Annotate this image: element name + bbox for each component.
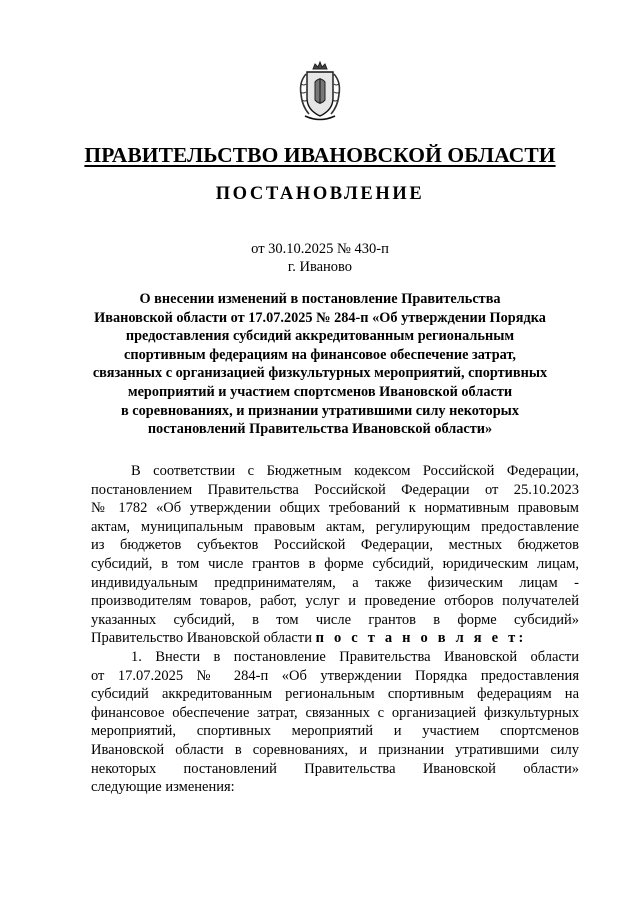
item-line: финансовое обеспечение затрат, связанных с организацией физкультурных xyxy=(91,704,579,721)
preamble-line: индивидуальным предпринимателям, а также физическим лицам - xyxy=(91,574,579,591)
preamble-line: производителям товаров, работ, услуг и проведение отборов получателей xyxy=(91,593,579,610)
coat-of-arms-icon xyxy=(297,60,343,124)
preamble-line: В соответствии с Бюджетным кодексом Российской Федерации, xyxy=(131,463,579,479)
subject-line: мероприятий и участием спортсменов Ивановской области xyxy=(127,383,513,400)
enacting-word: п о с т а н о в л я е т: xyxy=(315,630,527,647)
item-line: мероприятий, спортивных мероприятий и участием спортсменов xyxy=(91,723,579,740)
item-line: 1. Внести в постановление Правительства Ивановской области xyxy=(131,648,579,665)
item-line: субсидий аккредитованным региональным спортивным федерациям на xyxy=(91,686,579,703)
preamble-line: из бюджетов субъектов Российской Федерации, местных бюджетов xyxy=(91,537,579,554)
subject-line: спортивным федерациям на финансовое обеспечение затрат, xyxy=(124,346,516,363)
government-title: ПРАВИТЕЛЬСТВО ИВАНОВСКОЙ ОБЛАСТИ xyxy=(84,143,556,167)
preamble-line: субсидий, в том числе грантов в форме субсидий, юридическим лицам, xyxy=(91,555,579,572)
enacting-clause xyxy=(91,629,579,648)
enacting-prefix: Правительство Ивановской области xyxy=(91,630,316,647)
preamble-line: указанных субсидий, в том числе грантов в форме субсидий» xyxy=(91,611,579,628)
item-line: от 17.07.2025 № 284-п «Об утверждении Порядка предоставления xyxy=(91,667,579,684)
subject-line: предоставления субсидий аккредитованным региональным xyxy=(125,328,515,345)
preamble-line: № 1782 «Об утверждении общих требований к нормативным правовым xyxy=(91,500,579,517)
subject-line: постановлений Правительства Ивановской области» xyxy=(147,421,493,438)
document-subject xyxy=(60,290,580,439)
subject-line: связанных с организацией физкультурных мероприятий, спортивных xyxy=(92,365,548,382)
subject-line: О внесении изменений в постановление Правительства xyxy=(139,291,501,307)
preamble-line: актам, муниципальным правовым актам, регулирующим предоставление xyxy=(91,518,579,535)
subject-line: в соревнованиях, и признании утратившими силу некоторых xyxy=(121,402,519,419)
document-body xyxy=(91,462,579,797)
item-line: следующие изменения: xyxy=(91,779,235,796)
document-type: ПОСТАНОВЛЕНИЕ xyxy=(215,184,425,204)
preamble-line: постановлением Правительства Российской Федерации от 25.10.2023 xyxy=(91,481,579,498)
subject-line: Ивановской области от 17.07.2025 № 284-п «Об утверждении Порядка xyxy=(94,309,546,326)
document-date-number: от 30.10.2025 № 430-п xyxy=(251,241,389,257)
item-line: некоторых постановлений Правительства Ивановской области» xyxy=(91,760,579,777)
document-city: г. Иваново xyxy=(287,259,353,275)
item-line: Ивановской области в соревнованиях, и признании утратившими силу xyxy=(91,741,579,758)
